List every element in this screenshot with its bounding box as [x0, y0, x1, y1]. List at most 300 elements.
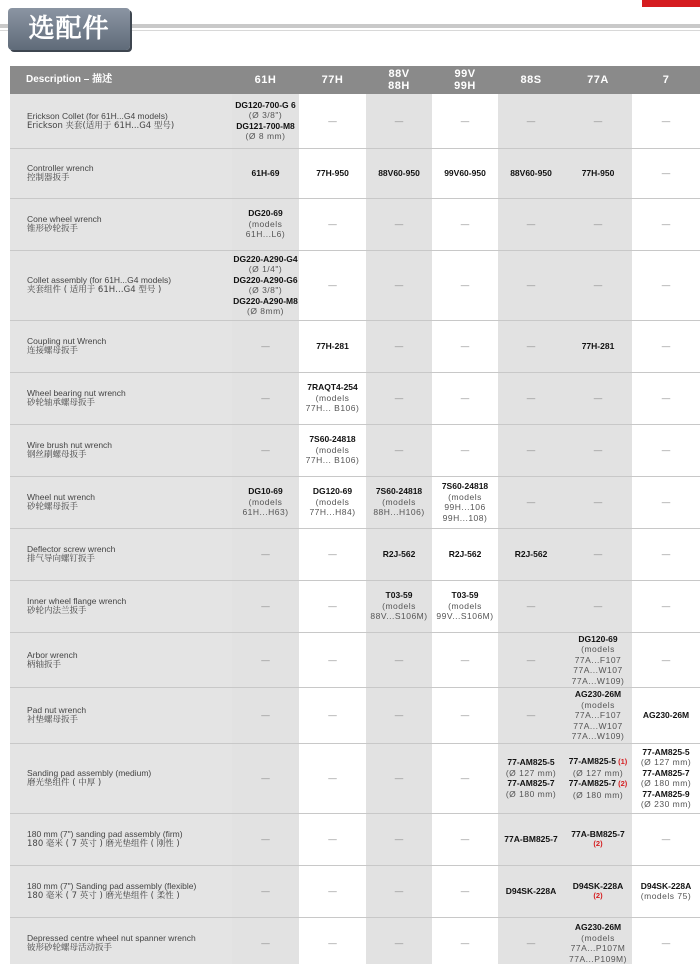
part-cell [366, 632, 432, 688]
not-applicable-dash: — [661, 218, 671, 229]
not-applicable-dash: — [328, 548, 337, 559]
part-cell [498, 632, 564, 688]
part-cell [232, 424, 299, 476]
part-number [232, 296, 299, 307]
row-description [10, 688, 232, 744]
part-number-text: 77-AM825-5 [568, 756, 616, 766]
model-note: 61H...L6) [245, 229, 286, 240]
part-cell [498, 813, 564, 865]
description-english: Wheel nut wrench [27, 492, 96, 502]
model-note: 77A...F107 [574, 710, 622, 720]
description-english: Deflector screw wrench [27, 544, 116, 554]
table-row [10, 320, 700, 372]
model-note: (Ø 230 mm) [640, 799, 692, 809]
part-number-text: 77-AM825-7 [507, 778, 555, 788]
part-cell [299, 917, 366, 964]
description-chinese: 铍形砂轮螺母活动扳手 [27, 943, 113, 953]
part-number-text: DG220-A290-G4 [233, 253, 298, 264]
not-applicable-dash: — [460, 392, 470, 403]
description-english: Pad nut wrench [27, 705, 87, 716]
not-applicable-dash: — [661, 937, 671, 948]
part-cell [232, 743, 299, 813]
part-number [232, 121, 299, 132]
part-number-text: 7RAQT4-254 [307, 382, 358, 393]
column-header-model: 99V 99H [432, 66, 498, 94]
column-header-model: 61H [232, 66, 299, 94]
part-number-text: DG20-69 [248, 208, 283, 219]
part-cell [432, 917, 498, 964]
footnote-marker: (2) [593, 891, 603, 900]
language-tag[interactable] [642, 0, 700, 7]
part-cell [366, 476, 432, 528]
row-description [10, 424, 232, 476]
row-description [10, 476, 232, 528]
description-english: Sanding pad assembly (medium) [27, 768, 152, 778]
model-note: (models [315, 444, 350, 455]
not-applicable-dash: — [328, 115, 337, 126]
part-cell [299, 528, 366, 580]
part-cell [498, 250, 564, 320]
not-applicable-dash: — [661, 279, 671, 290]
column-header-model: 77A [564, 66, 632, 94]
not-applicable-dash: — [661, 340, 671, 351]
part-number [232, 208, 299, 219]
part-cell [299, 250, 366, 320]
not-applicable-dash: — [526, 392, 536, 403]
part-number [299, 486, 366, 497]
description-chinese: 磨光垫组件 ( 中厚 ) [27, 778, 102, 788]
part-cell [299, 372, 366, 424]
not-applicable-dash: — [394, 654, 404, 665]
model-note: 88H...H106) [373, 507, 425, 518]
not-applicable-dash: — [261, 654, 270, 665]
part-cell [366, 372, 432, 424]
table-row [10, 476, 700, 528]
model-note: (Ø 1/4") [248, 264, 283, 274]
part-cell [564, 865, 632, 917]
part-cell [232, 580, 299, 632]
part-cell [432, 148, 498, 198]
part-number [232, 100, 299, 111]
part-cell [432, 372, 498, 424]
model-note: 77H... B106) [305, 403, 360, 414]
part-cell [299, 320, 366, 372]
not-applicable-dash: — [328, 710, 337, 720]
part-cell [366, 917, 432, 964]
part-number-text: 77-AM825-7 [568, 778, 616, 788]
description-chinese: Erickson 夹套(适用于 61H...G4 型号) [27, 120, 175, 131]
part-cell [366, 813, 432, 865]
part-cell [432, 688, 498, 744]
part-cell [564, 424, 632, 476]
part-number: R2J-562 [382, 548, 416, 559]
part-cell [299, 813, 366, 865]
model-note: (models [248, 218, 283, 229]
part-number-text: DG120-69 [312, 486, 353, 497]
part-number-text: T03-59 [385, 590, 413, 601]
part-cell [232, 320, 299, 372]
section-title: 选配件 [28, 14, 110, 44]
part-number [432, 590, 498, 601]
not-applicable-dash: — [460, 710, 470, 720]
row-description [10, 250, 232, 320]
not-applicable-dash: — [328, 654, 337, 665]
description-english: Erickson Collet (for 61H...G4 models) [27, 110, 168, 121]
part-cell [299, 743, 366, 813]
model-note: (models [448, 491, 482, 502]
model-note: 77A...W109) [571, 731, 625, 741]
model-note: (Ø 3/8") [248, 110, 283, 121]
row-description [10, 94, 232, 148]
not-applicable-dash: — [661, 548, 671, 559]
part-cell [564, 813, 632, 865]
not-applicable-dash: — [328, 279, 337, 290]
table-row [10, 632, 700, 688]
not-applicable-dash: — [460, 279, 470, 290]
column-header-model: 88V 88H [366, 66, 432, 94]
part-cell [299, 865, 366, 917]
part-number: 99V60-950 [444, 167, 486, 178]
part-cell [232, 372, 299, 424]
part-cell [632, 148, 700, 198]
part-cell [232, 250, 299, 320]
part-cell [498, 198, 564, 250]
part-cell [498, 688, 564, 744]
part-number [632, 881, 700, 892]
part-number: 77H-950 [316, 167, 349, 178]
part-number [299, 434, 366, 445]
model-note: (Ø 3/8") [248, 285, 283, 295]
accessories-table [10, 66, 700, 964]
model-note: 99V...S106M) [436, 611, 494, 622]
part-cell [432, 580, 498, 632]
part-cell [432, 320, 498, 372]
table-row [10, 917, 700, 964]
part-cell [632, 320, 700, 372]
not-applicable-dash: — [261, 444, 270, 455]
part-cell [498, 743, 564, 813]
part-cell [632, 632, 700, 688]
description-chinese: 砂轮轴承螺母扳手 [27, 398, 96, 408]
part-number-text: 77A-BM825-7 [571, 828, 625, 839]
not-applicable-dash: — [261, 772, 270, 783]
not-applicable-dash: — [526, 710, 536, 720]
part-cell [366, 94, 432, 148]
not-applicable-dash: — [328, 772, 337, 783]
part-number: AG230-26M [642, 710, 690, 720]
part-cell [432, 424, 498, 476]
part-number-text: 7S60-24818 [309, 434, 356, 445]
table-row [10, 424, 700, 476]
part-cell [498, 372, 564, 424]
part-cell [564, 528, 632, 580]
part-number-text: DG120-69 [578, 633, 618, 644]
part-cell [366, 865, 432, 917]
part-cell [632, 813, 700, 865]
part-cell [366, 198, 432, 250]
table-row [10, 813, 700, 865]
model-note: (Ø 8mm) [246, 306, 285, 316]
part-cell [432, 198, 498, 250]
not-applicable-dash: — [460, 115, 470, 126]
not-applicable-dash: — [394, 710, 404, 720]
part-cell [632, 94, 700, 148]
part-number [498, 757, 564, 768]
model-note: 77H... B106) [305, 455, 360, 466]
not-applicable-dash: — [526, 654, 536, 665]
not-applicable-dash: — [261, 710, 270, 720]
part-number [632, 789, 700, 800]
not-applicable-dash: — [661, 444, 671, 455]
not-applicable-dash: — [261, 340, 270, 351]
not-applicable-dash: — [593, 115, 603, 126]
description-chinese: 排气导向螺钉扳手 [27, 554, 96, 564]
table-row [10, 865, 700, 917]
part-number-text: 77-AM825-5 [507, 757, 555, 767]
part-cell [366, 148, 432, 198]
part-cell [498, 528, 564, 580]
part-cell [232, 813, 299, 865]
part-number-text: AG230-26M [574, 922, 622, 932]
part-cell [432, 813, 498, 865]
not-applicable-dash: — [593, 218, 603, 229]
model-note: (models [315, 392, 350, 403]
part-cell [232, 198, 299, 250]
not-applicable-dash: — [261, 600, 270, 611]
table-row [10, 94, 700, 148]
part-cell [632, 917, 700, 964]
part-cell [366, 528, 432, 580]
model-note: 77H...H84) [309, 507, 356, 518]
part-cell [366, 320, 432, 372]
not-applicable-dash: — [593, 496, 603, 507]
part-number-text: AG230-26M [574, 689, 622, 699]
part-cell [564, 94, 632, 148]
not-applicable-dash: — [661, 833, 671, 844]
model-note: (models [581, 699, 615, 710]
not-applicable-dash: — [394, 885, 404, 896]
model-note: (models [448, 600, 482, 611]
part-cell [232, 476, 299, 528]
row-description [10, 528, 232, 580]
not-applicable-dash: — [394, 392, 404, 403]
row-description [10, 320, 232, 372]
not-applicable-dash: — [460, 654, 470, 665]
part-cell [632, 476, 700, 528]
not-applicable-dash: — [460, 885, 470, 896]
part-number [232, 275, 299, 286]
part-number [299, 382, 366, 393]
part-cell [232, 688, 299, 744]
part-number: 88V60-950 [510, 167, 552, 178]
not-applicable-dash: — [593, 279, 603, 290]
not-applicable-dash: — [526, 340, 536, 351]
not-applicable-dash: — [661, 115, 671, 126]
not-applicable-dash: — [526, 600, 536, 611]
not-applicable-dash: — [261, 885, 270, 896]
model-note: 77A...W107 [573, 720, 623, 731]
description-chinese: 衬垫螺母扳手 [27, 715, 79, 726]
column-header-model: 88S [498, 66, 564, 94]
description-english: Inner wheel flange wrench [27, 596, 127, 606]
part-number-text: DG120-700-G 6 [235, 99, 296, 110]
part-cell [632, 528, 700, 580]
part-cell [564, 476, 632, 528]
not-applicable-dash: — [328, 937, 337, 948]
part-cell [564, 580, 632, 632]
part-cell [632, 580, 700, 632]
header [0, 0, 700, 66]
footnote-marker: (1) [616, 757, 628, 766]
part-number: 61H-69 [251, 167, 280, 178]
table-row [10, 148, 700, 198]
part-number [564, 778, 632, 790]
part-number-text: T03-59 [451, 590, 479, 601]
not-applicable-dash: — [460, 218, 470, 229]
table-row [10, 198, 700, 250]
not-applicable-dash: — [593, 444, 603, 455]
not-applicable-dash: — [526, 218, 536, 229]
description-chinese: 180 毫米 ( 7 英寸 ) 磨光垫组件 ( 刚性 ) [27, 839, 180, 849]
model-note: (Ø 180 mm) [640, 778, 692, 788]
not-applicable-dash: — [460, 833, 470, 844]
row-description [10, 917, 232, 964]
not-applicable-dash: — [460, 340, 470, 351]
part-cell [232, 94, 299, 148]
not-applicable-dash: — [526, 496, 536, 507]
part-cell [498, 917, 564, 964]
part-cell [232, 917, 299, 964]
part-cell [498, 865, 564, 917]
part-cell [432, 865, 498, 917]
part-cell [366, 250, 432, 320]
part-cell [564, 198, 632, 250]
part-number [564, 881, 632, 892]
part-cell [299, 148, 366, 198]
row-description [10, 865, 232, 917]
model-note: (models [581, 644, 615, 654]
table-row [10, 743, 700, 813]
part-cell [564, 372, 632, 424]
not-applicable-dash: — [394, 218, 404, 229]
part-cell [564, 320, 632, 372]
part-cell [299, 94, 366, 148]
part-cell [299, 632, 366, 688]
model-note: (models [248, 496, 283, 507]
not-applicable-dash: — [328, 600, 337, 611]
not-applicable-dash: — [661, 600, 671, 611]
part-cell [632, 865, 700, 917]
model-note: 77A...W109) [571, 675, 625, 686]
row-description [10, 743, 232, 813]
description-chinese: 控制器扳手 [27, 173, 70, 183]
part-number: 77H-281 [316, 340, 349, 351]
not-applicable-dash: — [261, 833, 270, 844]
not-applicable-dash: — [394, 115, 404, 126]
section-title-tab [8, 8, 130, 50]
part-number-text: 7S60-24818 [441, 481, 489, 491]
model-note: 61H...H63) [242, 507, 289, 518]
not-applicable-dash: — [328, 833, 337, 844]
part-cell [498, 424, 564, 476]
not-applicable-dash: — [394, 279, 404, 290]
part-cell [432, 528, 498, 580]
not-applicable-dash: — [328, 218, 337, 229]
description-english: Wheel bearing nut wrench [27, 388, 126, 398]
footnote-marker: (2) [593, 839, 603, 848]
part-number [564, 922, 632, 933]
part-number-text: 7S60-24818 [375, 486, 423, 497]
part-number [366, 590, 432, 601]
part-number: R2J-562 [448, 548, 482, 559]
part-cell [432, 743, 498, 813]
part-cell [564, 688, 632, 744]
part-cell [564, 250, 632, 320]
not-applicable-dash: — [526, 444, 536, 455]
part-cell [632, 424, 700, 476]
not-applicable-dash: — [394, 833, 404, 844]
table-row [10, 372, 700, 424]
part-number: 77H-281 [581, 340, 615, 351]
column-header-model: 77H [299, 66, 366, 94]
not-applicable-dash: — [661, 654, 671, 665]
part-cell [366, 580, 432, 632]
table-row [10, 250, 700, 320]
footnote-marker: (2) [616, 779, 628, 788]
not-applicable-dash: — [661, 392, 671, 403]
description-english: Depressed centre wheel nut spanner wrench [27, 933, 196, 943]
description-chinese: 砂轮螺母扳手 [27, 502, 79, 512]
part-cell [366, 424, 432, 476]
part-number [564, 689, 632, 700]
column-header-model: 7 [632, 66, 700, 94]
description-english: 180 mm (7") Sanding pad assembly (flexible) [27, 881, 197, 891]
description-chinese: 钢丝刷螺母扳手 [27, 450, 87, 460]
part-number: 77A-BM825-7 [504, 833, 558, 844]
part-cell [632, 198, 700, 250]
model-note: (Ø 127 mm) [640, 757, 692, 767]
column-header-description: Description – 描述 [10, 66, 232, 94]
part-cell [632, 688, 700, 744]
part-cell [564, 743, 632, 813]
description-english: Cone wheel wrench [27, 214, 102, 224]
model-note: (models [382, 600, 416, 611]
part-cell [299, 476, 366, 528]
part-number [432, 481, 498, 492]
part-cell [564, 917, 632, 964]
table-row [10, 580, 700, 632]
model-note: (models 75) [640, 891, 692, 901]
part-number: 77H-950 [581, 167, 615, 178]
not-applicable-dash: — [394, 937, 404, 948]
part-cell [632, 250, 700, 320]
part-cell [632, 743, 700, 813]
not-applicable-dash: — [261, 392, 270, 403]
not-applicable-dash: — [394, 444, 404, 455]
row-description [10, 372, 232, 424]
not-applicable-dash: — [394, 772, 404, 783]
part-number: D94SK-228A [505, 885, 557, 896]
table-header-row [10, 66, 700, 94]
not-applicable-dash: — [526, 279, 536, 290]
part-cell [232, 148, 299, 198]
part-cell [564, 632, 632, 688]
row-description [10, 580, 232, 632]
row-description [10, 148, 232, 198]
model-note: (Ø 180 mm) [572, 789, 624, 800]
part-cell [432, 632, 498, 688]
table-row [10, 528, 700, 580]
